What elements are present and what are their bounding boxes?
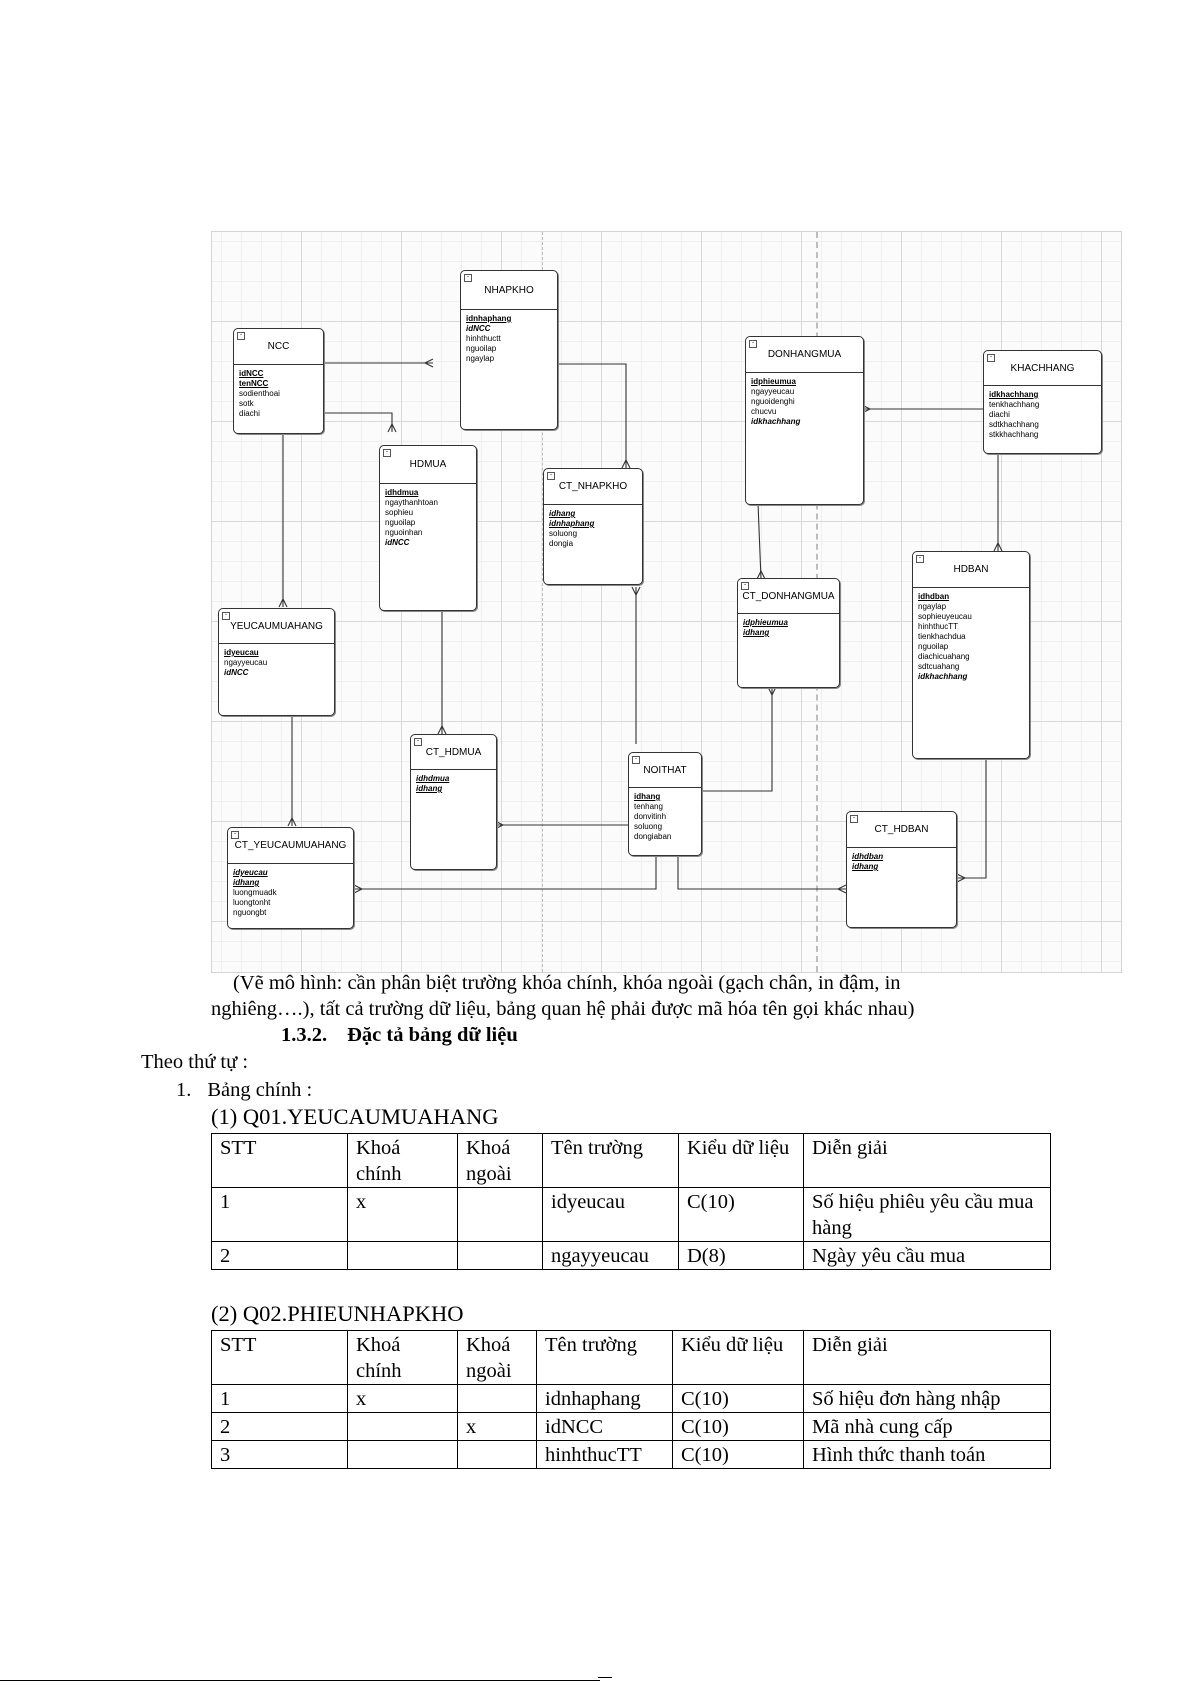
table-cell: [458, 1385, 537, 1413]
entity-title: CT_NHAPKHO: [558, 481, 628, 492]
entity-box: - CT_NHAPKHO idhang idnhaphang soluong dongia: [543, 468, 643, 585]
entity-field: idhang: [233, 878, 260, 887]
entity-field: hinhthuctt: [466, 334, 501, 343]
entity-field: idNCC: [466, 324, 491, 333]
entity-title: HDMUA: [409, 459, 447, 470]
entity-fields: [847, 848, 956, 872]
column-header: Kiểu dữ liệu: [673, 1331, 804, 1385]
entity-field: idkhachhang: [918, 672, 968, 681]
entity-field: idkhachhang: [751, 417, 801, 426]
entity-field: idyeucau: [224, 648, 259, 657]
entity-field: sophieuyeucau: [918, 612, 972, 621]
table-cell: idNCC: [537, 1413, 673, 1441]
list-item: [176, 1077, 312, 1103]
table-cell: [348, 1413, 458, 1441]
entity-field: idhdmua: [416, 774, 450, 783]
entity-field: nguoilap: [385, 518, 416, 527]
table-cell: x: [348, 1385, 458, 1413]
table-cell: Ngày yêu cầu mua: [804, 1242, 1051, 1270]
table-cell: C(10): [673, 1413, 804, 1441]
entity-box: - DONHANGMUA idphieumua ngayyeucau nguoidenghi chucvu idkhachhang: [745, 336, 864, 505]
table-cell: [458, 1242, 543, 1270]
table-cell: [458, 1188, 543, 1242]
table-cell: Mã nhà cung cấp: [804, 1413, 1051, 1441]
entity-field: idNCC: [239, 369, 264, 378]
entity-field: idkhachhang: [989, 390, 1039, 399]
table-header-row: [212, 1134, 1051, 1188]
section-heading: [281, 1022, 518, 1048]
table-cell: D(8): [679, 1242, 804, 1270]
order-label: Theo thứ tự :: [141, 1051, 249, 1073]
column-header: Diễn giải: [804, 1331, 1051, 1385]
entity-field: stkkhachhang: [989, 430, 1039, 439]
entity-field: diachicuahang: [918, 652, 970, 661]
table-cell: x: [458, 1413, 537, 1441]
entity-field: luongmuadk: [233, 888, 277, 897]
caption-line: nghiêng….), tất cả trường dữ liệu, bảng quan hệ phải được mã hóa tên gọi khác nhau): [211, 998, 915, 1020]
entity-field: diachi: [239, 409, 260, 418]
entity-field: nguoinhan: [385, 528, 423, 537]
er-diagram: [211, 231, 1122, 973]
entity-field: sodienthoai: [239, 389, 280, 398]
column-header: Khoá ngoài: [458, 1134, 543, 1188]
table-cell: C(10): [673, 1385, 804, 1413]
section-title: Đặc tả bảng dữ liệu: [347, 1024, 518, 1046]
entity-field: ngayyeucau: [751, 387, 795, 396]
entity-field: idhang: [549, 509, 576, 518]
entity-field: dongia: [549, 539, 574, 548]
table-title: (2) Q02.PHIEUNHAPKHO: [211, 1301, 464, 1326]
entity-field: idhdban: [852, 852, 884, 861]
column-header: Khoá ngoài: [458, 1331, 537, 1385]
entity-box: - NHAPKHO idnhaphang idNCC hinhthuctt nguoilap ngaylap: [460, 270, 558, 430]
column-header: Khoá chính: [348, 1134, 458, 1188]
table-cell: idyeucau: [543, 1188, 679, 1242]
entity-field: ngaythanhtoan: [385, 498, 438, 507]
entity-title: CT_HDBAN: [874, 824, 929, 835]
footer-rule: [0, 1680, 600, 1681]
entity-fields: [629, 788, 701, 842]
entity-field: sotk: [239, 399, 254, 408]
table-cell: 3: [212, 1441, 348, 1469]
entity-field: idhang: [743, 628, 770, 637]
column-header: Kiểu dữ liệu: [679, 1134, 804, 1188]
table-cell: [348, 1242, 458, 1270]
entity-box: - YEUCAUMUAHANG idyeucau ngayyeucau idNCC: [218, 608, 335, 716]
entity-box: - CT_YEUCAUMUAHANG idyeucau idhang luongmuadk luongtonht nguongbt: [227, 827, 354, 929]
table-cell: 2: [212, 1242, 348, 1270]
entity-field: idhang: [852, 862, 879, 871]
column-header: STT: [212, 1134, 348, 1188]
entity-title: NCC: [267, 341, 290, 352]
table-cell: hinhthucTT: [537, 1441, 673, 1469]
entity-field: ngaylap: [918, 602, 947, 611]
entity-field: donvitinh: [634, 812, 667, 821]
entity-fields: [228, 864, 353, 918]
entity-box: - CT_DONHANGMUA idphieumua idhang: [737, 578, 840, 688]
table-cell: 1: [212, 1188, 348, 1242]
table-title: (1) Q01.YEUCAUMUAHANG: [211, 1104, 499, 1129]
entity-field: tienkhachdua: [918, 632, 966, 641]
entity-title: CT_HDMUA: [425, 746, 482, 758]
entity-field: diachi: [989, 410, 1010, 419]
table-cell: Số hiệu đơn hàng nhập: [804, 1385, 1051, 1413]
entity-field: nguoilap: [466, 344, 497, 353]
entity-field: idNCC: [224, 668, 249, 677]
entity-field: idhang: [634, 792, 661, 801]
table-cell: Số hiệu phiêu yêu cầu mua hàng: [804, 1188, 1051, 1242]
entity-field: idhang: [416, 784, 443, 793]
entity-box: - NOITHAT idhang tenhang donvitinh soluong dongiaban: [628, 752, 702, 856]
table-cell: idnhaphang: [537, 1385, 673, 1413]
entity-title: DONHANGMUA: [767, 349, 842, 360]
entity-fields: [746, 373, 863, 427]
entity-field: idNCC: [385, 538, 410, 547]
entity-field: idphieumua: [751, 377, 796, 386]
table-cell: [348, 1441, 458, 1469]
entity-field: nguoilap: [918, 642, 949, 651]
entity-fields: [380, 484, 476, 548]
entity-fields: [913, 588, 1029, 682]
entity-box: - KHACHHANG idkhachhang tenkhachhang diachi sdtkhachhang stkkhachhang: [983, 350, 1102, 454]
entity-field: sdtkhachhang: [989, 420, 1039, 429]
entity-field: idhdmua: [385, 488, 419, 497]
entity-field: tenhang: [634, 802, 663, 811]
entity-title: NHAPKHO: [484, 284, 534, 296]
entity-fields: [738, 614, 839, 638]
entity-field: luongtonht: [233, 898, 271, 907]
table-cell: [458, 1441, 537, 1469]
table-header-row: [212, 1331, 1051, 1385]
entity-title: CT_YEUCAUMUAHANG: [234, 840, 347, 851]
data-table: [211, 1133, 1051, 1270]
table-row: [212, 1188, 1051, 1242]
entity-field: tenNCC: [239, 379, 269, 388]
entity-field: chucvu: [751, 407, 777, 416]
entity-fields: [411, 770, 496, 794]
entity-field: hinhthucTT: [918, 622, 959, 631]
entity-box: - NCC idNCC tenNCC sodienthoai sotk diachi: [233, 328, 324, 434]
entity-box: - HDBAN idhdban ngaylap sophieuyeucau hinhthucTT tienkhachdua nguoilap diachicuahang sdtcuahang idkhachhang: [912, 551, 1030, 759]
entity-field: idnhaphang: [549, 519, 595, 528]
entity-title: YEUCAUMUAHANG: [230, 620, 323, 632]
table-cell: 2: [212, 1413, 348, 1441]
entity-field: idhdban: [918, 592, 950, 601]
entity-fields: [984, 386, 1101, 440]
column-header: STT: [212, 1331, 348, 1385]
column-header: Tên trường: [543, 1134, 679, 1188]
entity-fields: [219, 644, 334, 678]
table-cell: Hình thức thanh toán: [804, 1441, 1051, 1469]
table-row: [212, 1413, 1051, 1441]
entity-box: - HDMUA idhdmua ngaythanhtoan sophieu nguoilap nguoinhan idNCC: [379, 445, 477, 611]
entity-field: idphieumua: [743, 618, 788, 627]
table-cell: C(10): [673, 1441, 804, 1469]
entity-field: idyeucau: [233, 868, 268, 877]
entity-title: HDBAN: [953, 564, 989, 575]
column-header: Khoá chính: [348, 1331, 458, 1385]
entity-fields: [461, 310, 557, 364]
entity-title: NOITHAT: [643, 764, 687, 776]
data-table: [211, 1330, 1051, 1469]
entity-fields: [234, 365, 323, 419]
entity-box: - CT_HDMUA idhdmua idhang: [410, 734, 497, 870]
entity-field: ngayyeucau: [224, 658, 268, 667]
entity-fields: [544, 505, 642, 549]
footer-rule: [598, 1677, 612, 1678]
list-marker: 1.: [176, 1079, 192, 1101]
table-cell: C(10): [679, 1188, 804, 1242]
table-row: [212, 1441, 1051, 1469]
column-header: Tên trường: [537, 1331, 673, 1385]
entity-field: tenkhachhang: [989, 400, 1040, 409]
list-text: Bảng chính :: [207, 1079, 313, 1101]
entity-field: nguoidenghi: [751, 397, 795, 406]
table-cell: 1: [212, 1385, 348, 1413]
entity-box: - CT_HDBAN idhdban idhang: [846, 811, 957, 928]
entity-field: soluong: [549, 529, 578, 538]
column-header: Diễn giải: [804, 1134, 1051, 1188]
caption-line: (Vẽ mô hình: cần phân biệt trường khóa chính, khóa ngoài (gạch chân, in đậm, in: [233, 972, 901, 994]
table-row: [212, 1242, 1051, 1270]
table-cell: x: [348, 1188, 458, 1242]
entity-title: CT_DONHANGMUA: [742, 590, 835, 602]
section-number: 1.3.2.: [281, 1024, 328, 1046]
entity-field: soluong: [634, 822, 663, 831]
table-cell: ngayyeucau: [543, 1242, 679, 1270]
entity-field: idnhaphang: [466, 314, 512, 323]
entity-field: ngaylap: [466, 354, 495, 363]
entity-field: sdtcuahang: [918, 662, 960, 671]
entity-title: KHACHHANG: [1010, 362, 1075, 374]
entity-field: dongiaban: [634, 832, 672, 841]
entity-field: sophieu: [385, 508, 414, 517]
entity-field: nguongbt: [233, 908, 267, 917]
table-row: [212, 1385, 1051, 1413]
